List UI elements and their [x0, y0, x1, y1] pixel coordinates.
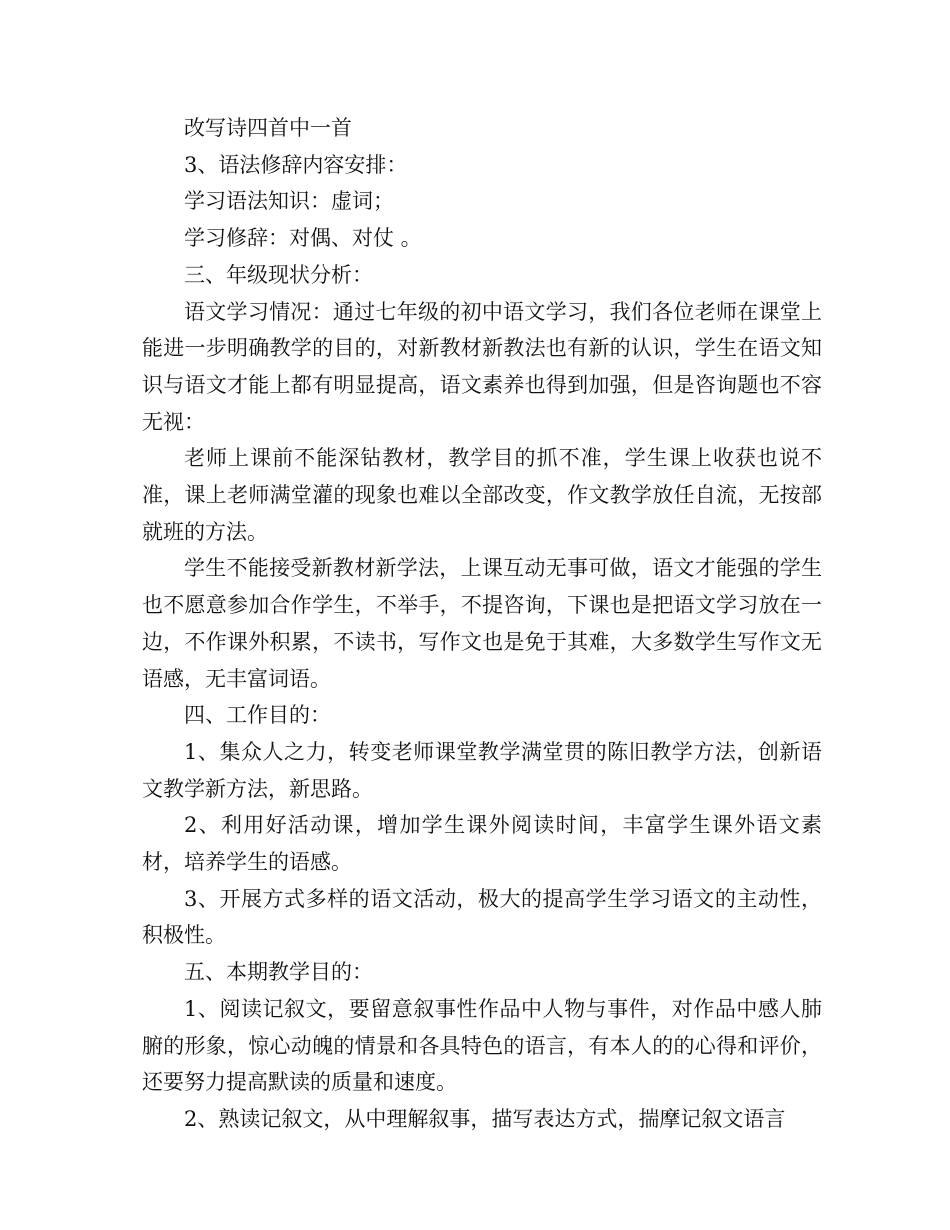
paragraph: 改写诗四首中一首 — [184, 116, 352, 140]
paragraph: 2、利用好活动课，增加学生课外阅读时间，丰富学生课外语文素材，培养学生的语感。 — [142, 813, 822, 875]
section-heading: 三、年级现状分析： — [184, 262, 373, 287]
paragraph: 3、语法修辞内容安排： — [184, 152, 408, 177]
paragraph: 1、阅读记叙文，要留意叙事性作品中人物与事件，对作品中感人肺腑的形象，惊心动魄的情景和各具特色的语言，有本人的的心得和评价，还要努力提高默读的质量和速度。 — [142, 996, 822, 1095]
paragraph: 老师上课前不能深钻教材，教学目的抓不准，学生课上收获也说不准，课上老师满堂灌的现象也难以全部改变，作文教学放任自流，无按部就班的方法。 — [142, 446, 822, 544]
paragraph: 1、集众人之力，转变老师课堂教学满堂贯的陈旧教学方法，创新语文教学新方法，新思路。 — [142, 739, 822, 801]
paragraph: 3、开展方式多样的语文活动，极大的提高学生学习语文的主动性，积极性。 — [142, 886, 822, 948]
paragraph: 学习修辞：对偶、对仗 。 — [184, 226, 422, 251]
paragraph: 学生不能接受新教材新学法，上课互动无事可做，语文才能强的学生也不愿意参加合作学生，不举手，不提咨询，下课也是把语文学习放在一边，不作课外积累，不读书，写作文也是免于其难，大多数学生写作文无语感，无丰富词语。 — [142, 556, 822, 691]
paragraph: 学习语法知识：虚词； — [184, 189, 394, 214]
paragraph: 语文学习情况：通过七年级的初中语文学习，我们各位老师在课堂上能进一步明确教学的目的，对新教材新教法也有新的认识，学生在语文知识与语文才能上都有明显提高，语文素养也得到加强，但是咨询题也不容无视： — [142, 299, 822, 434]
section-heading: 四、工作目的： — [184, 703, 331, 728]
section-heading: 五、本期教学目的： — [184, 960, 373, 985]
paragraph: 2、熟读记叙文，从中理解叙事，描写表达方式，揣摩记叙文语言 — [184, 1106, 786, 1131]
document-body — [142, 110, 822, 1138]
